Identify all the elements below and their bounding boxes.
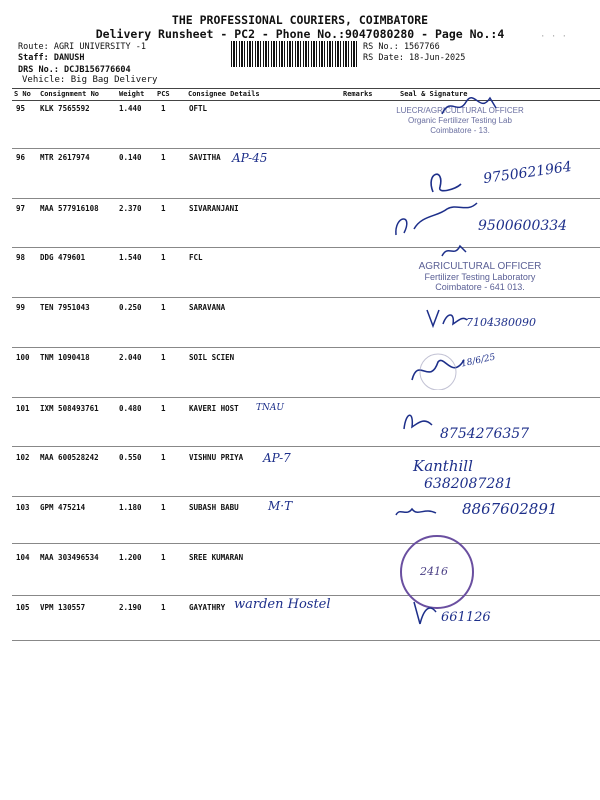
row-pcs: 1 [161, 353, 166, 362]
signature-row97 [392, 195, 482, 245]
staff-label: Staff: DANUSH [18, 53, 85, 63]
row-consignee: SARAVANA [189, 303, 226, 312]
handwritten-note: AP-45 [232, 151, 268, 165]
row-sno: 101 [16, 404, 30, 413]
phone-row99: 7104380090 [466, 316, 536, 329]
row-divider [12, 640, 600, 641]
table-header-rule [12, 100, 600, 101]
stamp-row98 [395, 262, 565, 292]
row-consignment-no: VPM 130557 [40, 603, 86, 612]
row-divider [12, 446, 600, 447]
row-pcs: 1 [161, 153, 166, 162]
row-divider [12, 595, 600, 596]
stamp-line: Coimbatore - 13. [430, 126, 490, 135]
row-consignment-no: IXM 508493761 [40, 404, 99, 413]
row-weight: 2.370 [119, 204, 142, 213]
row-pcs: 1 [161, 204, 166, 213]
row-sno: 100 [16, 353, 30, 362]
phone-row97: 9500600334 [478, 218, 568, 234]
signature-row103 [394, 505, 439, 520]
col-pcs: PCS [157, 90, 170, 98]
col-remarks: Remarks [343, 90, 373, 98]
handwritten-note: M·T [268, 499, 293, 513]
col-consignment: Consignment No [40, 90, 100, 98]
row-consignee: SOIL SCIEN [189, 353, 235, 362]
col-consignee: Consignee Details [188, 90, 260, 98]
row-consignment-no: TEN 7951043 [40, 303, 90, 312]
row-consignment-no: MAA 600528242 [40, 453, 99, 462]
company-title: THE PROFESSIONAL COURIERS, COIMBATORE [171, 13, 429, 27]
row-consignee: OFTL [189, 104, 208, 113]
row-consignee: SAVITHA [189, 153, 221, 162]
row-divider [12, 496, 600, 497]
row-consignee: GAYATHRY [189, 603, 226, 612]
row-weight: 1.200 [119, 553, 142, 562]
row-consignment-no: MAA 577916108 [40, 204, 99, 213]
row-sno: 105 [16, 603, 30, 612]
row-consignment-no: GPM 475214 [40, 503, 86, 512]
row-divider [12, 247, 600, 248]
row-divider [12, 543, 600, 544]
row-consignee: SUBASH BABU [189, 503, 239, 512]
row-consignment-no: KLK 7565592 [40, 104, 90, 113]
row-consignment-no: TNM 1090418 [40, 353, 90, 362]
phone-row96: 9750621964 [482, 158, 573, 188]
row-pcs: 1 [161, 503, 166, 512]
signature-row105 [410, 598, 440, 628]
row-sno: 97 [16, 204, 26, 213]
drs-number: DRS No.: DCJB156776604 [18, 65, 131, 75]
signature-row100 [408, 350, 468, 390]
stamp-line: AGRICULTURAL OFFICER [418, 261, 542, 272]
signature-row96 [425, 162, 465, 197]
route-label: Route: AGRI UNIVERSITY -1 [18, 42, 146, 52]
row-consignee: KAVERI HOST [189, 404, 239, 413]
stamp-line: Coimbatore - 641 013. [435, 282, 525, 292]
row-sno: 103 [16, 503, 30, 512]
row-pcs: 1 [161, 404, 166, 413]
row-pcs: 1 [161, 303, 166, 312]
page-marks: · · · [540, 32, 568, 42]
table-top-rule [12, 88, 600, 89]
col-sno: S No [14, 90, 31, 98]
row-weight: 0.250 [119, 303, 142, 312]
barcode [231, 41, 358, 67]
row-divider [12, 397, 600, 398]
name-row102: Kanthill [413, 457, 473, 475]
signature-row99 [425, 306, 470, 331]
col-weight: Weight [119, 90, 145, 98]
row-pcs: 1 [161, 253, 166, 262]
seal-number: 2416 [420, 565, 448, 578]
row-weight: 0.550 [119, 453, 142, 462]
row-divider [12, 148, 600, 149]
handwritten-note: warden Hostel [234, 597, 331, 612]
row-sno: 95 [16, 104, 26, 113]
row-divider [12, 297, 600, 298]
number-row105: 661126 [441, 610, 491, 625]
signature-row101 [400, 405, 435, 435]
signature-row95 [440, 94, 500, 119]
row-pcs: 1 [161, 104, 166, 113]
date-row100: 18/6/25 [460, 352, 497, 370]
rs-number: RS No.: 1567766 [363, 42, 440, 52]
stamp-line: LUECR/AGRICULTURAL OFFICER [396, 106, 524, 115]
row-weight: 0.480 [119, 404, 142, 413]
row-consignee: FCL [189, 253, 203, 262]
row-pcs: 1 [161, 453, 166, 462]
row-consignee: SREE KUMARAN [189, 553, 244, 562]
phone-row102: 6382087281 [424, 476, 514, 492]
row-sno: 98 [16, 253, 26, 262]
vehicle-label: Vehicle: Big Bag Delivery [22, 75, 158, 85]
row-sno: 99 [16, 303, 26, 312]
row-consignment-no: DDG 479601 [40, 253, 86, 262]
signature-row98 [440, 240, 470, 260]
row-consignee: SIVARANJANI [189, 204, 239, 213]
row-weight: 1.180 [119, 503, 142, 512]
handwritten-note: TNAU [256, 403, 284, 413]
row-consignment-no: MTR 2617974 [40, 153, 90, 162]
stamp-line: Fertilizer Testing Laboratory [424, 272, 536, 282]
row-weight: 1.440 [119, 104, 142, 113]
row-divider [12, 347, 600, 348]
row-divider [12, 198, 600, 199]
col-seal-signature: Seal & Signature [400, 90, 468, 98]
row-consignment-no: MAA 303496534 [40, 553, 99, 562]
row-sno: 102 [16, 453, 30, 462]
row-sno: 104 [16, 553, 30, 562]
row-pcs: 1 [161, 603, 166, 612]
phone-row103: 8867602891 [462, 500, 558, 518]
row-pcs: 1 [161, 553, 166, 562]
phone-row101: 8754276357 [440, 426, 530, 442]
row-weight: 2.040 [119, 353, 142, 362]
rs-date: RS Date: 18-Jun-2025 [363, 53, 466, 63]
runsheet-subtitle: Delivery Runsheet - PC2 - Phone No.:9047080280 - Page No.:4 [95, 27, 505, 41]
row-weight: 0.140 [119, 153, 142, 162]
row-consignee: VISHNU PRIYA [189, 453, 244, 462]
row-weight: 2.190 [119, 603, 142, 612]
handwritten-note: AP-7 [263, 451, 291, 465]
row-weight: 1.540 [119, 253, 142, 262]
row-sno: 96 [16, 153, 26, 162]
stamp-line: Organic Fertilizer Testing Lab [408, 116, 512, 125]
